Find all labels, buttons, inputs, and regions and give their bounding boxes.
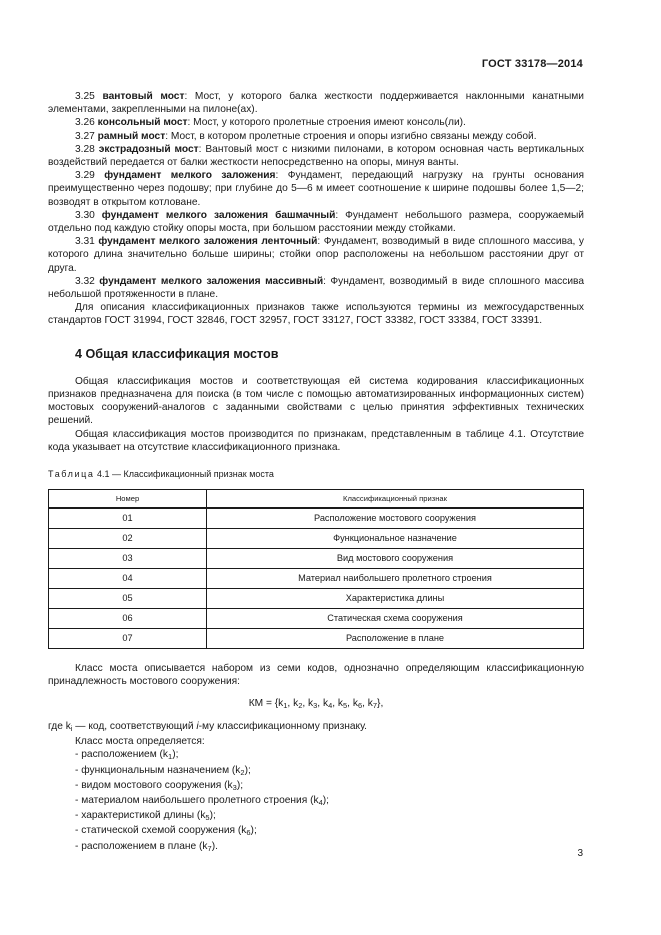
list-item-sub: 6 xyxy=(246,828,251,838)
terms-note-paragraph: Для описания классификационных признаков также используются термины из межгосударственных стандартов ГОСТ 31994, ГОСТ 32846, ГОСТ 32957, ГОСТ 33127, ГОСТ 33382, ГОСТ 33384, ГОСТ 33391. xyxy=(48,302,584,327)
where-sub: i xyxy=(70,723,73,733)
where-text: где k xyxy=(48,720,71,732)
table-cell-feature: Материал наибольшего пролетного строения xyxy=(207,569,584,589)
table-caption-word: Таблица xyxy=(48,469,95,480)
table-cell-feature: Расположение мостового сооружения xyxy=(207,508,584,529)
table-row xyxy=(49,549,584,569)
definition-text: : Фундамент, возводимый в виде сплошного массива небольшой протяженности в плане. xyxy=(48,275,584,301)
list-item-end: ). xyxy=(211,840,218,852)
formula-variable xyxy=(293,698,302,709)
formula-separator: , xyxy=(317,697,323,709)
definition-text: : Фундамент небольшого размера, сооружаемый отдельно под каждую стойку опоры моста, при большом расстоянии между стойками. xyxy=(48,209,584,235)
table-caption-text: 4.1 — Классификационный признак моста xyxy=(97,469,274,480)
list-item-end: ); xyxy=(236,779,244,791)
definition-term: фундамент мелкого заложения башмачный xyxy=(101,209,336,221)
where-italic: i xyxy=(196,720,199,732)
list-item-text: материалом наибольшего пролетного строения (k xyxy=(81,794,319,806)
list-item-end: ); xyxy=(244,764,251,776)
definition-term: консольный мост xyxy=(97,117,188,129)
document-body xyxy=(48,90,584,855)
formula-variable-index: 4 xyxy=(328,700,333,710)
table-row xyxy=(49,569,584,589)
table-cell-number: 01 xyxy=(49,508,207,529)
where-end: -му классификационному признаку. xyxy=(198,720,368,732)
formula-separator: , xyxy=(347,697,353,709)
table-row xyxy=(49,508,584,529)
class-list xyxy=(48,748,584,854)
list-item xyxy=(75,764,584,779)
formula-variable xyxy=(338,698,347,709)
formula-variable-index: 5 xyxy=(343,700,348,710)
list-item-sub: 3 xyxy=(232,782,237,792)
table-body xyxy=(49,508,584,649)
classification-table xyxy=(48,489,584,649)
definition-text: : Мост, у которого пролетные строения имеют консоль(ли). xyxy=(187,117,466,129)
table-caption xyxy=(48,468,584,481)
definition-text: : Фундамент, возводимый в виде сплошного массива, у которого длина значительно больше ширины; стойки опор расположены на небольшом расстоянии друг от друга. xyxy=(48,236,584,274)
definition-item xyxy=(48,235,584,275)
list-item-end: ); xyxy=(322,794,329,806)
list-item-end: ); xyxy=(209,810,216,822)
table-cell-feature: Вид мостового сооружения xyxy=(207,549,584,569)
list-item-text: функциональным назначением (k xyxy=(81,764,241,776)
definition-term: фундамент мелкого заложения массивный xyxy=(99,275,324,287)
definition-number: 3.30 xyxy=(75,209,95,221)
definition-item xyxy=(48,169,584,209)
formula-variable-base: k xyxy=(367,697,373,709)
table-row xyxy=(49,629,584,649)
section-paragraph-1: Общая классификация мостов и соответствующая ей система кодирования классификационных признаков предназначена для поиска (в том числе с помощью автоматизированных информационных систем) мостовых сооружений-аналогов с заданными свойствами с целью принятия эффективных технических решений. xyxy=(48,375,584,427)
section-paragraph-2: Общая классификация мостов производится по признакам, представленным в таблице 4.1. Отсутствие кода указывает на отсутствие классификационного признака. xyxy=(48,428,584,453)
definition-item xyxy=(48,209,584,235)
definition-term: фундамент мелкого заложения ленточный xyxy=(98,236,318,248)
table-cell-feature: Функциональное назначение xyxy=(207,529,584,549)
definition-term: рамный мост xyxy=(97,130,166,142)
list-item-end: ); xyxy=(250,825,257,837)
definition-number: 3.25 xyxy=(75,91,95,102)
definition-term: вантовый мост xyxy=(102,91,185,102)
formula-variable-base: k xyxy=(278,697,284,709)
definitions-list xyxy=(48,90,584,301)
table-cell-number: 07 xyxy=(49,629,207,649)
formula-variable xyxy=(368,698,377,709)
list-item-sub: 4 xyxy=(318,797,323,807)
formula-variable-index: 6 xyxy=(357,700,363,710)
list-item xyxy=(75,840,584,855)
formula-variable xyxy=(353,698,362,709)
definition-text: : Мост, у которого балка жесткости поддерживается наклонными канатными элементами, закрепленными на пилоне(ах). xyxy=(48,91,584,116)
definition-item xyxy=(48,275,584,301)
definition-text: : Вантовый мост с низкими пилонами, в котором основная часть вертикальных воздействий передается от балки жесткости непосредственно на опоры, минуя ванты. xyxy=(48,143,584,169)
table-cell-number: 03 xyxy=(49,549,207,569)
table-cell-number: 02 xyxy=(49,529,207,549)
list-item xyxy=(75,809,584,824)
class-paragraph: Класс моста описывается набором из семи кодов, однозначно определяющим классификационную принадлежность мостового сооружения: xyxy=(48,663,584,688)
table-cell-feature: Характеристика длины xyxy=(207,589,584,609)
formula-variable-base: k xyxy=(322,697,329,709)
table-cell-number: 05 xyxy=(49,589,207,609)
table-header-feature: Классификационный признак xyxy=(207,490,584,509)
formula-variable-index: 7 xyxy=(372,700,378,710)
formula-variable-index: 1 xyxy=(283,700,288,710)
formula-separator: , xyxy=(287,697,294,709)
formula-separator: , xyxy=(302,697,309,709)
table-header-number: Номер xyxy=(49,490,207,509)
formula-variable-base: k xyxy=(352,697,358,709)
formula-prefix: КМ = { xyxy=(248,697,279,709)
formula-separator: , xyxy=(332,697,338,709)
where-rest: — код, соответствующий xyxy=(72,720,197,732)
list-item xyxy=(75,824,584,839)
formula xyxy=(48,697,584,712)
table-row xyxy=(49,609,584,629)
definition-number: 3.31 xyxy=(75,236,95,248)
definition-item xyxy=(48,130,584,143)
list-item-text: расположением (k xyxy=(81,749,169,761)
definition-text: : Мост, в котором пролетные строения и опоры изгибно связаны между собой. xyxy=(165,130,537,142)
formula-variable-index: 2 xyxy=(298,700,303,710)
list-item-sub: 2 xyxy=(240,767,245,777)
list-item-text: расположением в плане (k xyxy=(81,840,208,852)
table-cell-feature: Расположение в плане xyxy=(207,629,584,649)
table-cell-number: 06 xyxy=(49,609,207,629)
formula-variable-index: 3 xyxy=(313,700,318,710)
list-item-text: характеристикой длины (k xyxy=(81,810,206,822)
definition-term: фундамент мелкого заложения xyxy=(104,170,276,182)
definition-item xyxy=(48,116,584,129)
definition-number: 3.28 xyxy=(75,143,95,155)
definition-number: 3.26 xyxy=(75,117,95,129)
definition-item xyxy=(48,143,584,169)
list-item-text: видом мостового сооружения (k xyxy=(81,779,233,791)
definition-term: экстрадозный мост xyxy=(98,143,199,155)
where-paragraph xyxy=(48,720,584,735)
determined-paragraph: Класс моста определяется: xyxy=(75,736,205,748)
formula-suffix: }, xyxy=(377,697,384,709)
definition-number: 3.27 xyxy=(75,130,95,142)
formula-separator: , xyxy=(362,697,368,709)
list-item-sub: 5 xyxy=(205,813,210,823)
list-item-end: ); xyxy=(172,749,179,761)
table-row xyxy=(49,589,584,609)
list-item-text: статической схемой сооружения (k xyxy=(81,825,247,837)
table-cell-number: 04 xyxy=(49,569,207,589)
formula-variable-base: k xyxy=(337,697,343,709)
formula-variable xyxy=(323,698,332,709)
definition-number: 3.29 xyxy=(75,170,95,182)
list-item-sub: 1 xyxy=(168,752,173,762)
page-number: 3 xyxy=(577,848,583,859)
list-item xyxy=(75,748,584,763)
formula-variable-base: k xyxy=(293,697,299,709)
list-item xyxy=(75,779,584,794)
section-title: 4 Общая классификация мостов xyxy=(75,346,279,361)
formula-variable xyxy=(308,698,317,709)
formula-variable-base: k xyxy=(308,697,314,709)
document-header: ГОСТ 33178—2014 xyxy=(481,58,583,70)
list-item xyxy=(75,794,584,809)
table-cell-feature: Статическая схема сооружения xyxy=(207,609,584,629)
table-row xyxy=(49,529,584,549)
list-item-sub: 7 xyxy=(207,843,212,853)
definition-item xyxy=(48,90,584,116)
definition-text: : Фундамент, передающий нагрузку на грунты основания преимущественно через подошву; при глубине до 5—6 м имеет соотношение к ширине подошвы более 1,5—2; возводят в открытом котловане. xyxy=(48,170,584,208)
definition-number: 3.32 xyxy=(75,275,95,287)
